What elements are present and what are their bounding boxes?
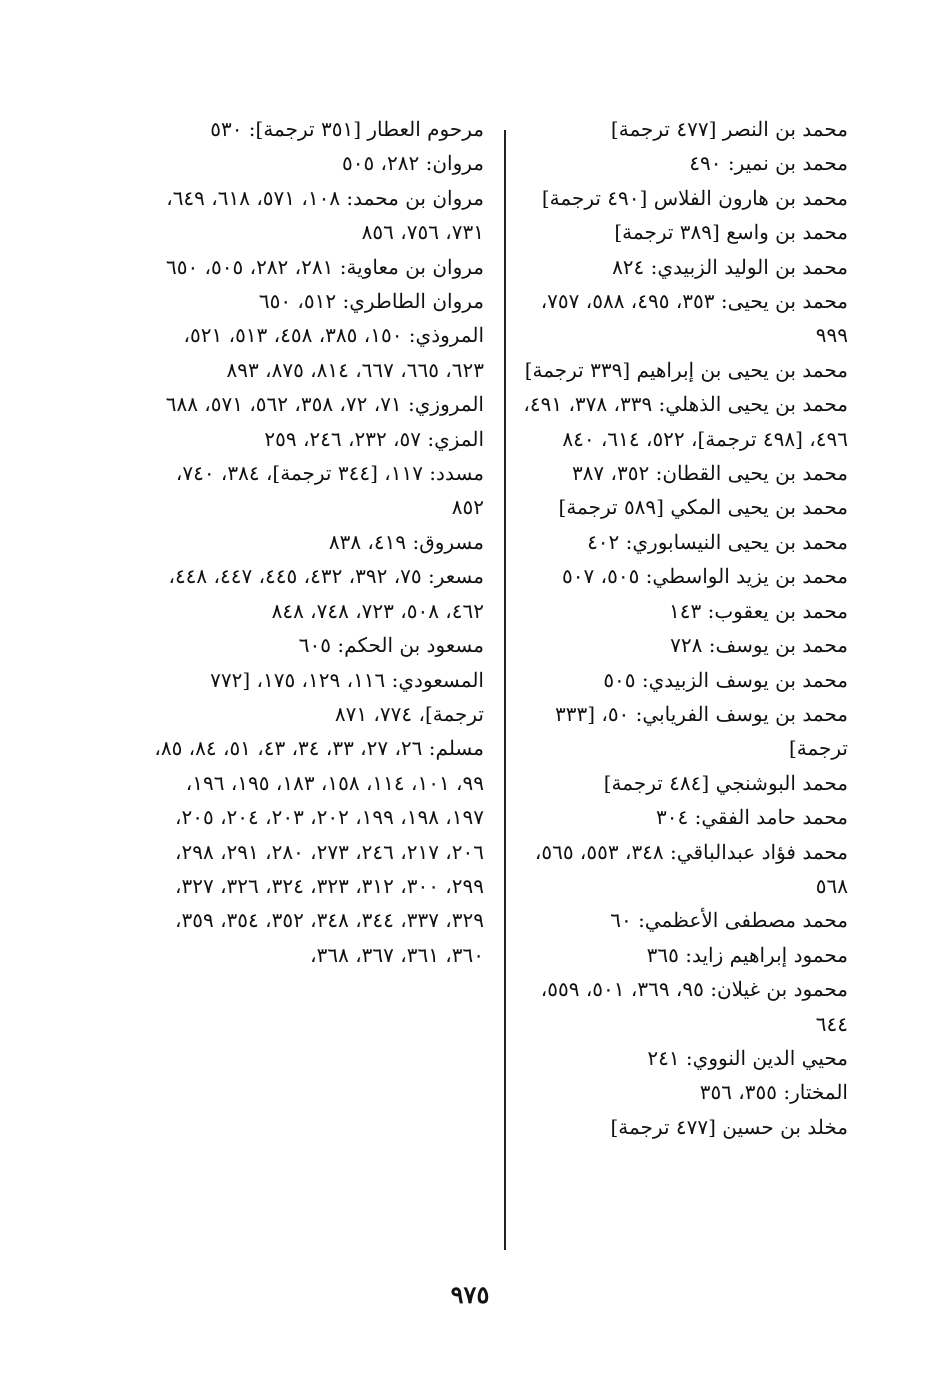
index-entry: المسعودي: ١١٦، ١٢٩، ١٧٥، [٧٧٢ ترجمة]، ٧٧٤، ٨٧١	[210, 667, 484, 726]
index-entry: محمود إبراهيم زايد: ٣٦٥	[646, 942, 848, 967]
index-entry: المختار: ٣٥٥، ٣٥٦	[699, 1080, 848, 1105]
index-entry: مروان الطاطري: ٥١٢، ٦٥٠	[258, 289, 484, 314]
index-column-right	[508, 112, 848, 1144]
index-column-left	[146, 112, 484, 972]
index-entry: محمد بن يحيى: ٣٥٣، ٤٩٥، ٥٨٨، ٧٥٧، ٩٩٩	[540, 289, 848, 348]
index-entry: محمد بن يحيى بن إبراهيم [٣٣٩ ترجمة]	[524, 357, 848, 382]
index-entry: محمد بن يحيى القطان: ٣٥٢، ٣٨٧	[571, 461, 848, 486]
index-entry: مروان بن محمد: ١٠٨، ٥٧١، ٦١٨، ٦٤٩، ٧٣١، ٧٥٦، ٨٥٦	[166, 185, 484, 245]
index-entry: مسروق: ٤١٩، ٨٣٨	[328, 529, 484, 554]
index-entry: محمد بن نمير: ٤٩٠	[689, 151, 848, 176]
index-entry: محمد بن يحيى المكي [٥٨٩ ترجمة]	[558, 495, 848, 520]
index-entry: مسعود بن الحكم: ٦٠٥	[298, 633, 484, 658]
index-entry: محمد فؤاد عبدالباقي: ٣٤٨، ٥٥٣، ٥٦٥، ٥٦٨	[534, 839, 848, 898]
index-entry: محمد بن الوليد الزبيدي: ٨٢٤	[612, 254, 848, 279]
index-entry: محمد مصطفى الأعظمي: ٦٠	[610, 908, 848, 933]
index-entry: محمد بن هارون الفلاس [٤٩٠ ترجمة]	[541, 185, 848, 210]
index-entry: مروان: ٢٨٢، ٥٠٥	[341, 151, 484, 176]
page-number: ٩٧٥	[450, 1280, 490, 1309]
index-entry: محيي الدين النووي: ٢٤١	[647, 1045, 848, 1070]
index-entry: محمد بن واسع [٣٨٩ ترجمة]	[614, 220, 848, 245]
index-entry: محمد حامد الفقي: ٣٠٤	[656, 805, 848, 830]
index-entry: المروزي: ٧١، ٧٢، ٣٥٨، ٥٦٢، ٥٧١، ٦٨٨	[165, 392, 484, 417]
index-entry: محمد بن يوسف الزبيدي: ٥٠٥	[603, 667, 848, 692]
index-entry: محمد بن يوسف: ٧٢٨	[670, 633, 848, 658]
index-entry: مرحوم العطار [٣٥١ ترجمة]: ٥٣٠	[210, 117, 484, 141]
index-entry: مخلد بن حسين [٤٧٧ ترجمة]	[610, 1114, 848, 1139]
column-divider	[504, 130, 506, 1250]
index-entry: محمد البوشنجي [٤٨٤ ترجمة]	[603, 770, 848, 795]
index-entry: محمد بن يوسف الفريابي: ٥٠، [٣٣٣ ترجمة]	[554, 701, 848, 761]
index-entry: المروذي: ١٥٠، ٣٨٥، ٤٥٨، ٥١٣، ٥٢١، ٦٢٣، ٦٦٥، ٦٦٧، ٨١٤، ٨٧٥، ٨٩٣	[183, 323, 484, 382]
index-entry: محمد بن يزيد الواسطي: ٥٠٥، ٥٠٧	[562, 564, 848, 589]
index-entry: مروان بن معاوية: ٢٨١، ٢٨٢، ٥٠٥، ٦٥٠	[165, 254, 484, 279]
index-entry: محمد بن يحيى النيسابوري: ٤٠٢	[587, 529, 848, 554]
index-entry: مسعر: ٧٥، ٣٩٢، ٤٣٢، ٤٤٥، ٤٤٧، ٤٤٨، ٤٦٢، ٥٠٨، ٧٢٣، ٧٤٨، ٨٤٨	[168, 564, 484, 623]
index-entry: محمد بن يعقوب: ١٤٣	[668, 598, 848, 623]
index-entry: محمد بن يحيى الذهلي: ٣٣٩، ٣٧٨، ٤٩١، ٤٩٦، [٤٩٨ ترجمة]، ٥٢٢، ٦١٤، ٨٤٠	[523, 392, 848, 451]
index-entry: محمود بن غيلان: ٩٥، ٣٦٩، ٥٠١، ٥٥٩، ٦٤٤	[540, 977, 848, 1036]
index-entry: مسدد: ١١٧، [٣٤٤ ترجمة]، ٣٨٤، ٧٤٠، ٨٥٢	[175, 461, 484, 520]
index-entry: محمد بن النصر [٤٧٧ ترجمة]	[610, 117, 848, 141]
index-entry: مسلم: ٢٦، ٢٧، ٣٣، ٣٤، ٤٣، ٥١، ٨٤، ٨٥، ٩٩، ١٠١، ١١٤، ١٥٨، ١٨٣، ١٩٥، ١٩٦، ١٩٧، ١٩٨، ١٩٩، ٢٠٢، ٢٠٣، ٢٠٤، ٢٠٥، ٢٠٦، ٢١٧، ٢٤٦، ٢٧٣، ٢٨٠، ٢٩١، ٢٩٨، ٢٩٩، ٣٠٠، ٣١٢، ٣٢٣، ٣٢٤، ٣٢٦، ٣٢٧، ٣٢٩، ٣٣٧، ٣٤٤، ٣٤٨، ٣٥٢، ٣٥٤، ٣٥٩، ٣٦٠، ٣٦١، ٣٦٧، ٣٦٨،	[154, 736, 484, 967]
index-entry: المزي: ٥٧، ٢٣٢، ٢٤٦، ٢٥٩	[264, 426, 484, 451]
